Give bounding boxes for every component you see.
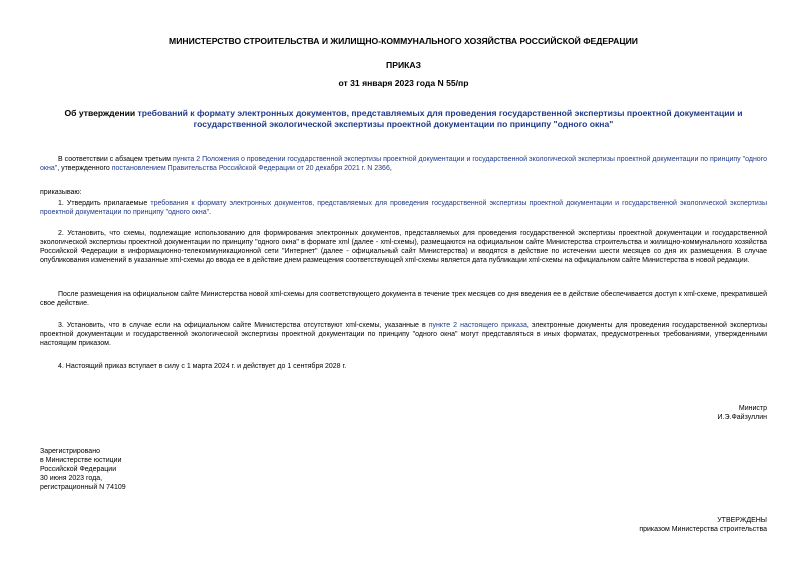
- preamble-text-1: В соответствии с абзацем третьим: [58, 156, 173, 163]
- item-2-paragraph-1: 2. Установить, что схемы, подлежащие использованию для формирования электронных документов, представляемых для проведения государственной экспертизы проектной документации и государственной экологической экспертизы проектной документации по принципу "одного окна" в формате xml (далее - xml-схемы), размещаются на официальном сайте Министерства строительства и жилищно-коммунального хозяйства Российской Федерации в информационно-телекоммуникационной сети "Интернет" (далее - официальный сайт Министерства) и вводятся в действие по истечении шести месяцев со дня их размещения. В случае опубликования изменений в указанные xml-схемы до ввода ее в действие днем размещения соответствующей xml-схемы является дата публикации xml-схемы на официальном сайте Министерства в новой редакции.: [40, 230, 767, 264]
- registration-line: регистрационный N 74109: [40, 484, 126, 491]
- document-title: [40, 108, 767, 130]
- registration-block: [40, 447, 126, 492]
- item-1-text-1: 1. Утвердить прилагаемые: [58, 200, 151, 207]
- approved-line-1: УТВЕРЖДЕНЫ: [717, 517, 767, 524]
- item-4-paragraph: 4. Настоящий приказ вступает в силу с 1 марта 2024 г. и действует до 1 сентября 2028 г.: [58, 363, 347, 370]
- signature-name: И.Э.Файзуллин: [717, 414, 767, 421]
- item-3-link-point-2[interactable]: пункте 2 настоящего приказа: [428, 322, 527, 329]
- item-3-text-1: 3. Установить, что в случае если на официальном сайте Министерства отсутствуют xml-схемы, указанные в: [58, 322, 429, 329]
- preamble-text-2: , утвержденного: [57, 165, 112, 172]
- order-word: приказываю:: [40, 189, 82, 196]
- ministry-heading: МИНИСТЕРСТВО СТРОИТЕЛЬСТВА И ЖИЛИЩНО-КОММУНАЛЬНОГО ХОЗЯЙСТВА РОССИЙСКОЙ ФЕДЕРАЦИИ: [169, 36, 638, 46]
- preamble-paragraph: [40, 155, 767, 173]
- item-1-text-2: .: [209, 209, 212, 216]
- doc-type-heading: ПРИКАЗ: [386, 60, 421, 70]
- registration-line: Зарегистрировано: [40, 448, 100, 455]
- signature-role: Министр: [738, 405, 767, 412]
- registration-line: Российской Федерации: [40, 466, 117, 473]
- item-1-link-requirements[interactable]: требования к формату электронных документов, представляемых для проведения государственной экспертизы проектной документации и государственной экологической экспертизы проектной документации по принципу "одного окна": [40, 200, 768, 216]
- item-2-paragraph-2: После размещения на официальном сайте Министерства новой xml-схемы для соответствующего документа в течение трех месяцев со дня введения ее в действие обеспечивается доступ к xml-схеме, прекратившей свое действие.: [40, 291, 767, 307]
- registration-line: 30 июня 2023 года,: [40, 475, 103, 482]
- registration-line: в Министерстве юстиции: [40, 457, 122, 464]
- item-3-paragraph: [40, 321, 767, 348]
- item-1-paragraph: [40, 199, 767, 217]
- preamble-link-decree[interactable]: постановлением Правительства Российской Федерации от 20 декабря 2021 г. N 2366: [111, 165, 390, 172]
- title-prefix: Об утверждении: [64, 108, 138, 118]
- signature-block: [718, 404, 768, 422]
- preamble-link-regulation[interactable]: пункта 2 Положения о проведении государственной экспертизы проектной документации и государственной экологической экспертизы проектной документации по принципу "одного окна": [40, 156, 767, 172]
- approved-line-2: приказом Министерства строительства: [639, 526, 767, 533]
- preamble-text-3: ,: [389, 165, 392, 172]
- title-link[interactable]: требований к формату электронных документов, представляемых для проведения государственной экспертизы проектной документации и государственной экологической экспертизы проектной документации по принципу "одного окна": [137, 108, 743, 129]
- approved-block: [639, 516, 767, 534]
- item-3-text-2: , электронные документы для проведения государственной экспертизы проектной документации и государственной экологической экспертизы проектной документации по принципу "одного окна" могут представляться в иных форматах, предусмотренных требованиями, утвержденными настоящим приказом.: [40, 322, 768, 347]
- date-number: от 31 января 2023 года N 55/пр: [338, 78, 469, 88]
